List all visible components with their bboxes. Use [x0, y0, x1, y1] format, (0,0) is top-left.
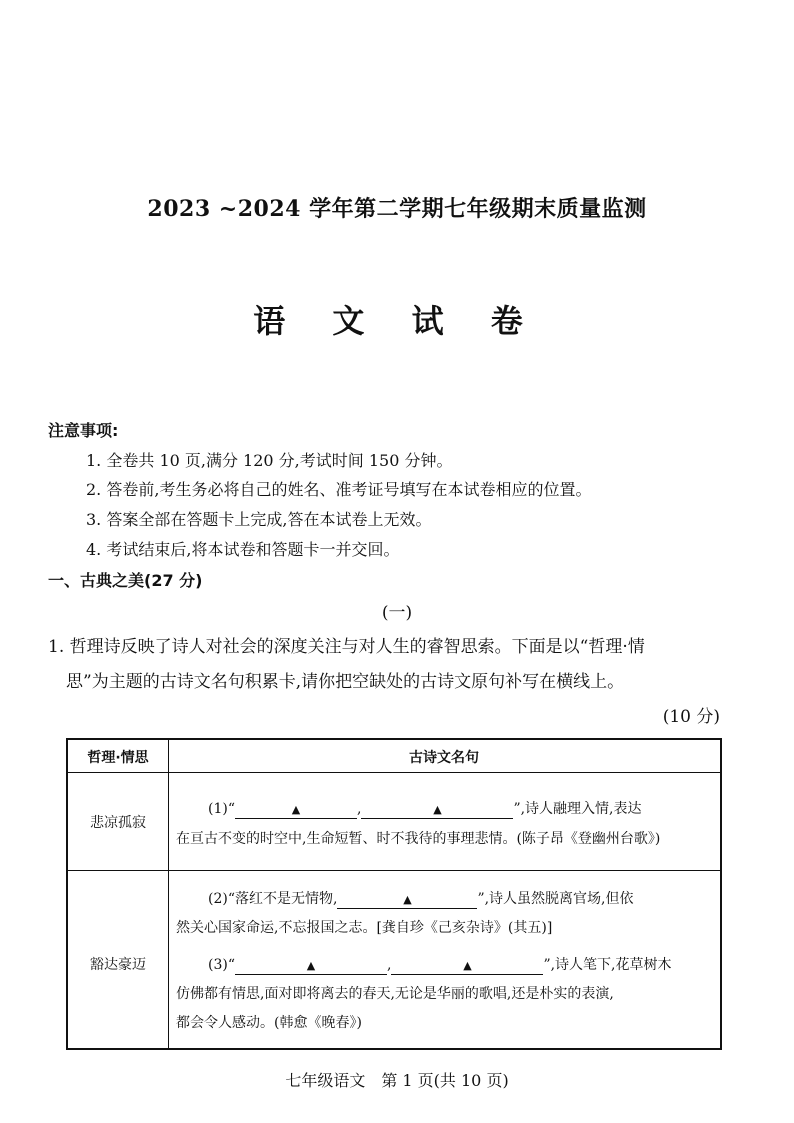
quote-text: 都会令人感动。(韩愈《晚春》): [176, 1015, 362, 1031]
quote-text: (1)“: [208, 801, 235, 817]
note-item: 3. 答案全部在答题卡上完成,答在本试卷上无效。: [86, 510, 432, 529]
quote-text: ”,诗人虽然脱离官场,但依: [477, 891, 634, 907]
quote-text: 仿佛都有情思,面对即将离去的春天,无论是华丽的歌唱,还是朴实的表演,: [176, 986, 614, 1002]
answer-line: [208, 954, 672, 975]
note-item: 1. 全卷共 10 页,满分 120 分,考试时间 150 分钟。: [86, 451, 453, 470]
table-header-quotes: 古诗文名句: [409, 750, 479, 766]
answer-line: [208, 798, 642, 819]
quote-text: 然关心国家命运,不忘报国之志。[龚自珍《己亥杂诗》(其五)]: [176, 920, 553, 936]
quote-text: (2)“落红不是无情物,: [208, 891, 338, 907]
answer-blank: ▲: [235, 802, 357, 819]
quote-text: ”,诗人融理入情,表达: [513, 801, 642, 817]
poetry-card-table: [66, 738, 722, 1050]
exam-title: 2023 ~2024 学年第二学期七年级期末质量监测: [147, 196, 647, 222]
table-header-category: 哲理·情思: [87, 750, 149, 766]
answer-blank: ▲: [391, 958, 543, 975]
answer-line: [208, 888, 634, 909]
notes-heading: 注意事项:: [48, 421, 119, 440]
row-category: 豁达豪迈: [90, 957, 146, 973]
quote-text: (3)“: [208, 957, 235, 973]
note-item: 2. 答卷前,考生务必将自己的姓名、准考证号填写在本试卷相应的位置。: [86, 480, 592, 499]
section-subheading: (一): [381, 603, 413, 623]
quote-text: 在亘古不变的时空中,生命短暂、时不我待的事理悲情。(陈子昂《登幽州台歌》): [176, 831, 661, 847]
table-divider: [168, 740, 169, 1048]
note-item: 4. 考试结束后,将本试卷和答题卡一并交回。: [86, 540, 400, 559]
quote-text: ”,诗人笔下,花草树木: [543, 957, 672, 973]
question-text: 思”为主题的古诗文名句积累卡,请你把空缺处的古诗文原句补写在横线上。: [66, 672, 625, 692]
page-footer: 七年级语文 第 1 页(共 10 页): [285, 1071, 509, 1090]
answer-blank: ▲: [361, 802, 513, 819]
subject-title: 语 文 试 卷: [253, 302, 541, 340]
quote-text: ,: [387, 957, 392, 973]
quote-text: ,: [357, 801, 362, 817]
answer-blank: ▲: [235, 958, 387, 975]
table-divider: [68, 772, 720, 773]
question-score: (10 分): [662, 707, 720, 727]
section-heading: 一、古典之美(27 分): [48, 571, 203, 590]
table-divider: [68, 870, 720, 871]
answer-blank: ▲: [337, 892, 477, 909]
row-category: 悲凉孤寂: [90, 815, 146, 831]
question-text: 1. 哲理诗反映了诗人对社会的深度关注与对人生的睿智思索。下面是以“哲理·情: [48, 637, 645, 657]
